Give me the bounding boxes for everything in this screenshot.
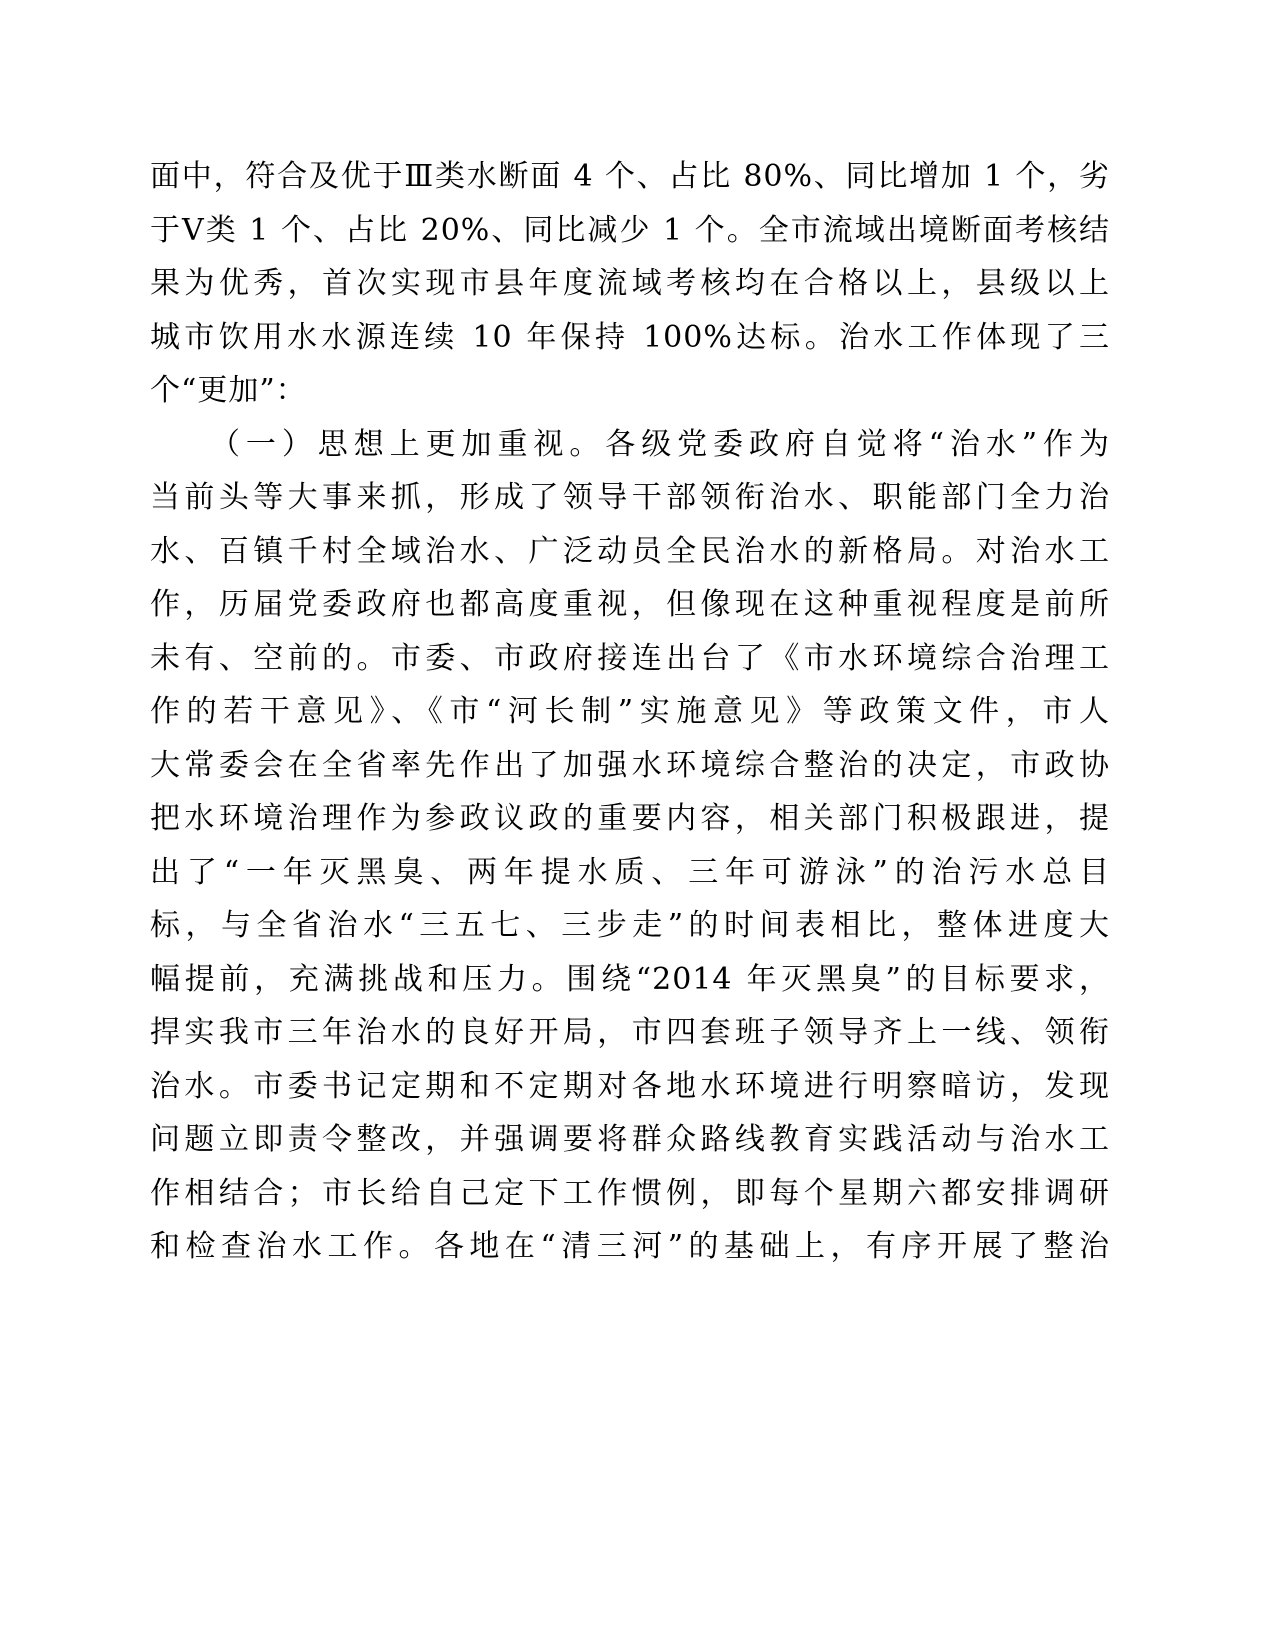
text-line: 问题立即责令整改，并强调要将群众路线教育实践活动与治水工	[150, 1122, 1110, 1157]
text-line: 面中，符合及优于Ⅲ类水断面 4 个、占比 80%、同比增加 1 个，劣	[150, 159, 1110, 194]
text-line: 出了“一年灭黑臭、两年提水质、三年可游泳”的治污水总目	[150, 854, 1110, 890]
text-line: 作相结合；市长给自己定下工作惯例，即每个星期六都安排调研	[150, 1175, 1110, 1211]
text-line: 作，历届党委政府也都高度重视，但像现在这种重视程度是前所	[150, 587, 1110, 622]
text-line: 当前头等大事来抓，形成了领导干部领衔治水、职能部门全力治	[150, 480, 1110, 515]
section-heading-line: （一）思想上更加重视。各级党委政府自觉将“治水”作为	[210, 426, 1110, 462]
text-line: 标，与全省治水“三五七、三步走”的时间表相比，整体进度大	[150, 908, 1110, 943]
text-line: 大常委会在全省率先作出了加强水环境综合整治的决定，市政协	[150, 747, 1110, 783]
text-line: 和检查治水工作。各地在“清三河”的基础上，有序开展了整治	[150, 1229, 1110, 1264]
text-line: 作的若干意见》、《市“河长制”实施意见》等政策文件，市人	[150, 694, 1110, 729]
text-line: 于Ⅴ类 1 个、占比 20%、同比减少 1 个。全市流域出境断面考核结	[150, 212, 1110, 248]
text-line: 捍实我市三年治水的良好开局，市四套班子领导齐上一线、领衔	[150, 1015, 1110, 1050]
body-text	[150, 150, 1110, 1274]
text-line: 幅提前，充满挑战和压力。围绕“2014 年灭黑臭”的目标要求，	[150, 961, 1110, 997]
text-line: 把水环境治理作为参政议政的重要内容，相关部门积极跟进，提	[150, 801, 1110, 836]
text-line: 果为优秀，首次实现市县年度流域考核均在合格以上，县级以上	[150, 266, 1110, 301]
text-line: 个“更加”：	[150, 373, 307, 408]
text-line: 城市饮用水水源连续 10 年保持 100%达标。治水工作体现了三	[150, 319, 1110, 355]
text-line: 水、百镇千村全域治水、广泛动员全民治水的新格局。对治水工	[150, 533, 1110, 569]
text-line: 治水。市委书记定期和不定期对各地水环境进行明察暗访，发现	[150, 1068, 1110, 1104]
text-line: 未有、空前的。市委、市政府接连出台了《市水环境综合治理工	[150, 640, 1110, 676]
